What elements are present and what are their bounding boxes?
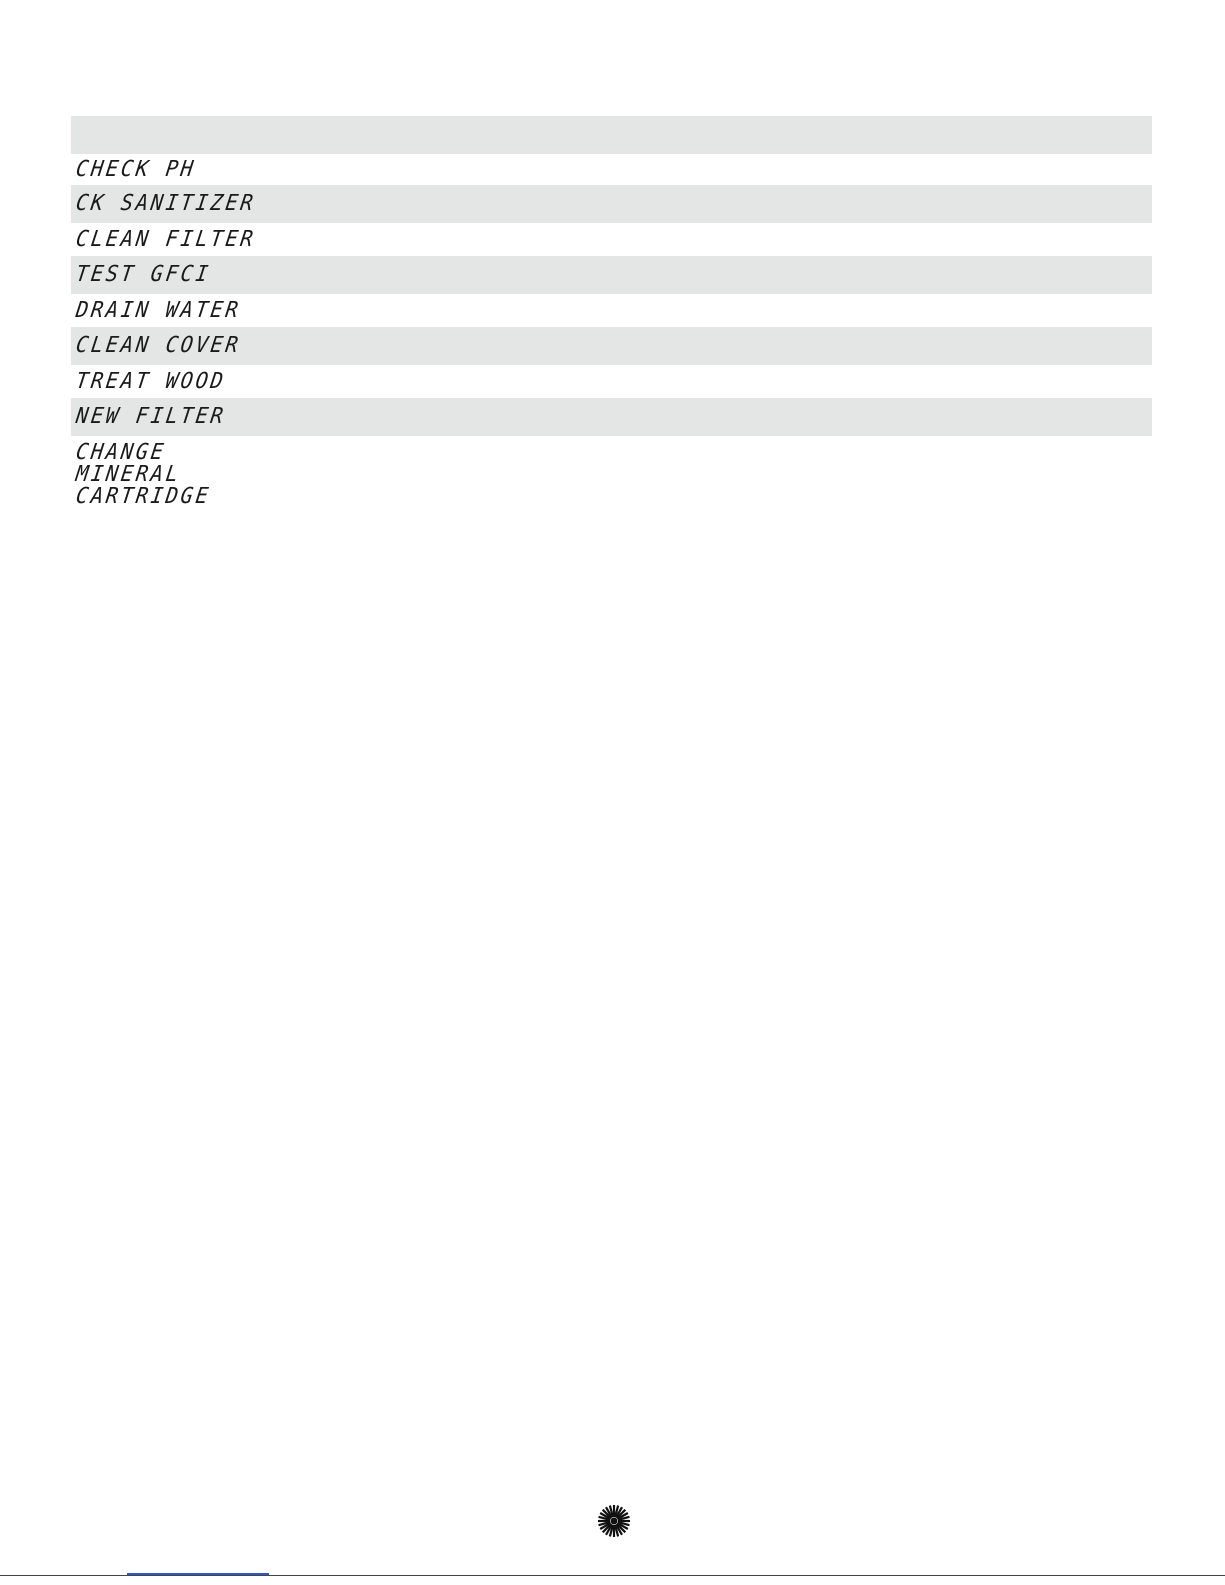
- table-header-row: [71, 116, 1152, 154]
- footer-link-underline[interactable]: [127, 1573, 269, 1575]
- reminder-ck-sanitizer: CK SANITIZER: [74, 191, 258, 216]
- reminder-table: [71, 116, 1152, 512]
- table-row: [71, 256, 1152, 294]
- table-row: [71, 185, 1152, 223]
- reminder-drain-water: DRAIN WATER: [74, 297, 243, 323]
- table-row: [71, 223, 1152, 256]
- reminder-clean-filter: CLEAN FILTER: [74, 226, 258, 252]
- reminder-change-line: CHANGE: [74, 440, 168, 465]
- table-row: [71, 398, 1152, 436]
- table-row: [71, 154, 1152, 185]
- reminder-cartridge-line: CARTRIDGE: [74, 484, 213, 509]
- reminder-new-filter: NEW FILTER: [74, 404, 228, 429]
- footer-divider: [0, 1575, 1225, 1576]
- reminder-treat-wood: TREAT WOOD: [74, 368, 228, 394]
- reminder-check-ph: CHECK PH: [74, 156, 198, 182]
- table-row: [71, 436, 1152, 512]
- table-row: [71, 327, 1152, 365]
- reminder-clean-cover: CLEAN COVER: [74, 333, 243, 358]
- reminder-test-gfci: TEST GFCI: [74, 262, 213, 287]
- table-row: [71, 294, 1152, 327]
- reminder-mineral-line: MINERAL: [74, 462, 183, 487]
- starburst-logo-icon: [597, 1504, 631, 1538]
- table-row: [71, 365, 1152, 398]
